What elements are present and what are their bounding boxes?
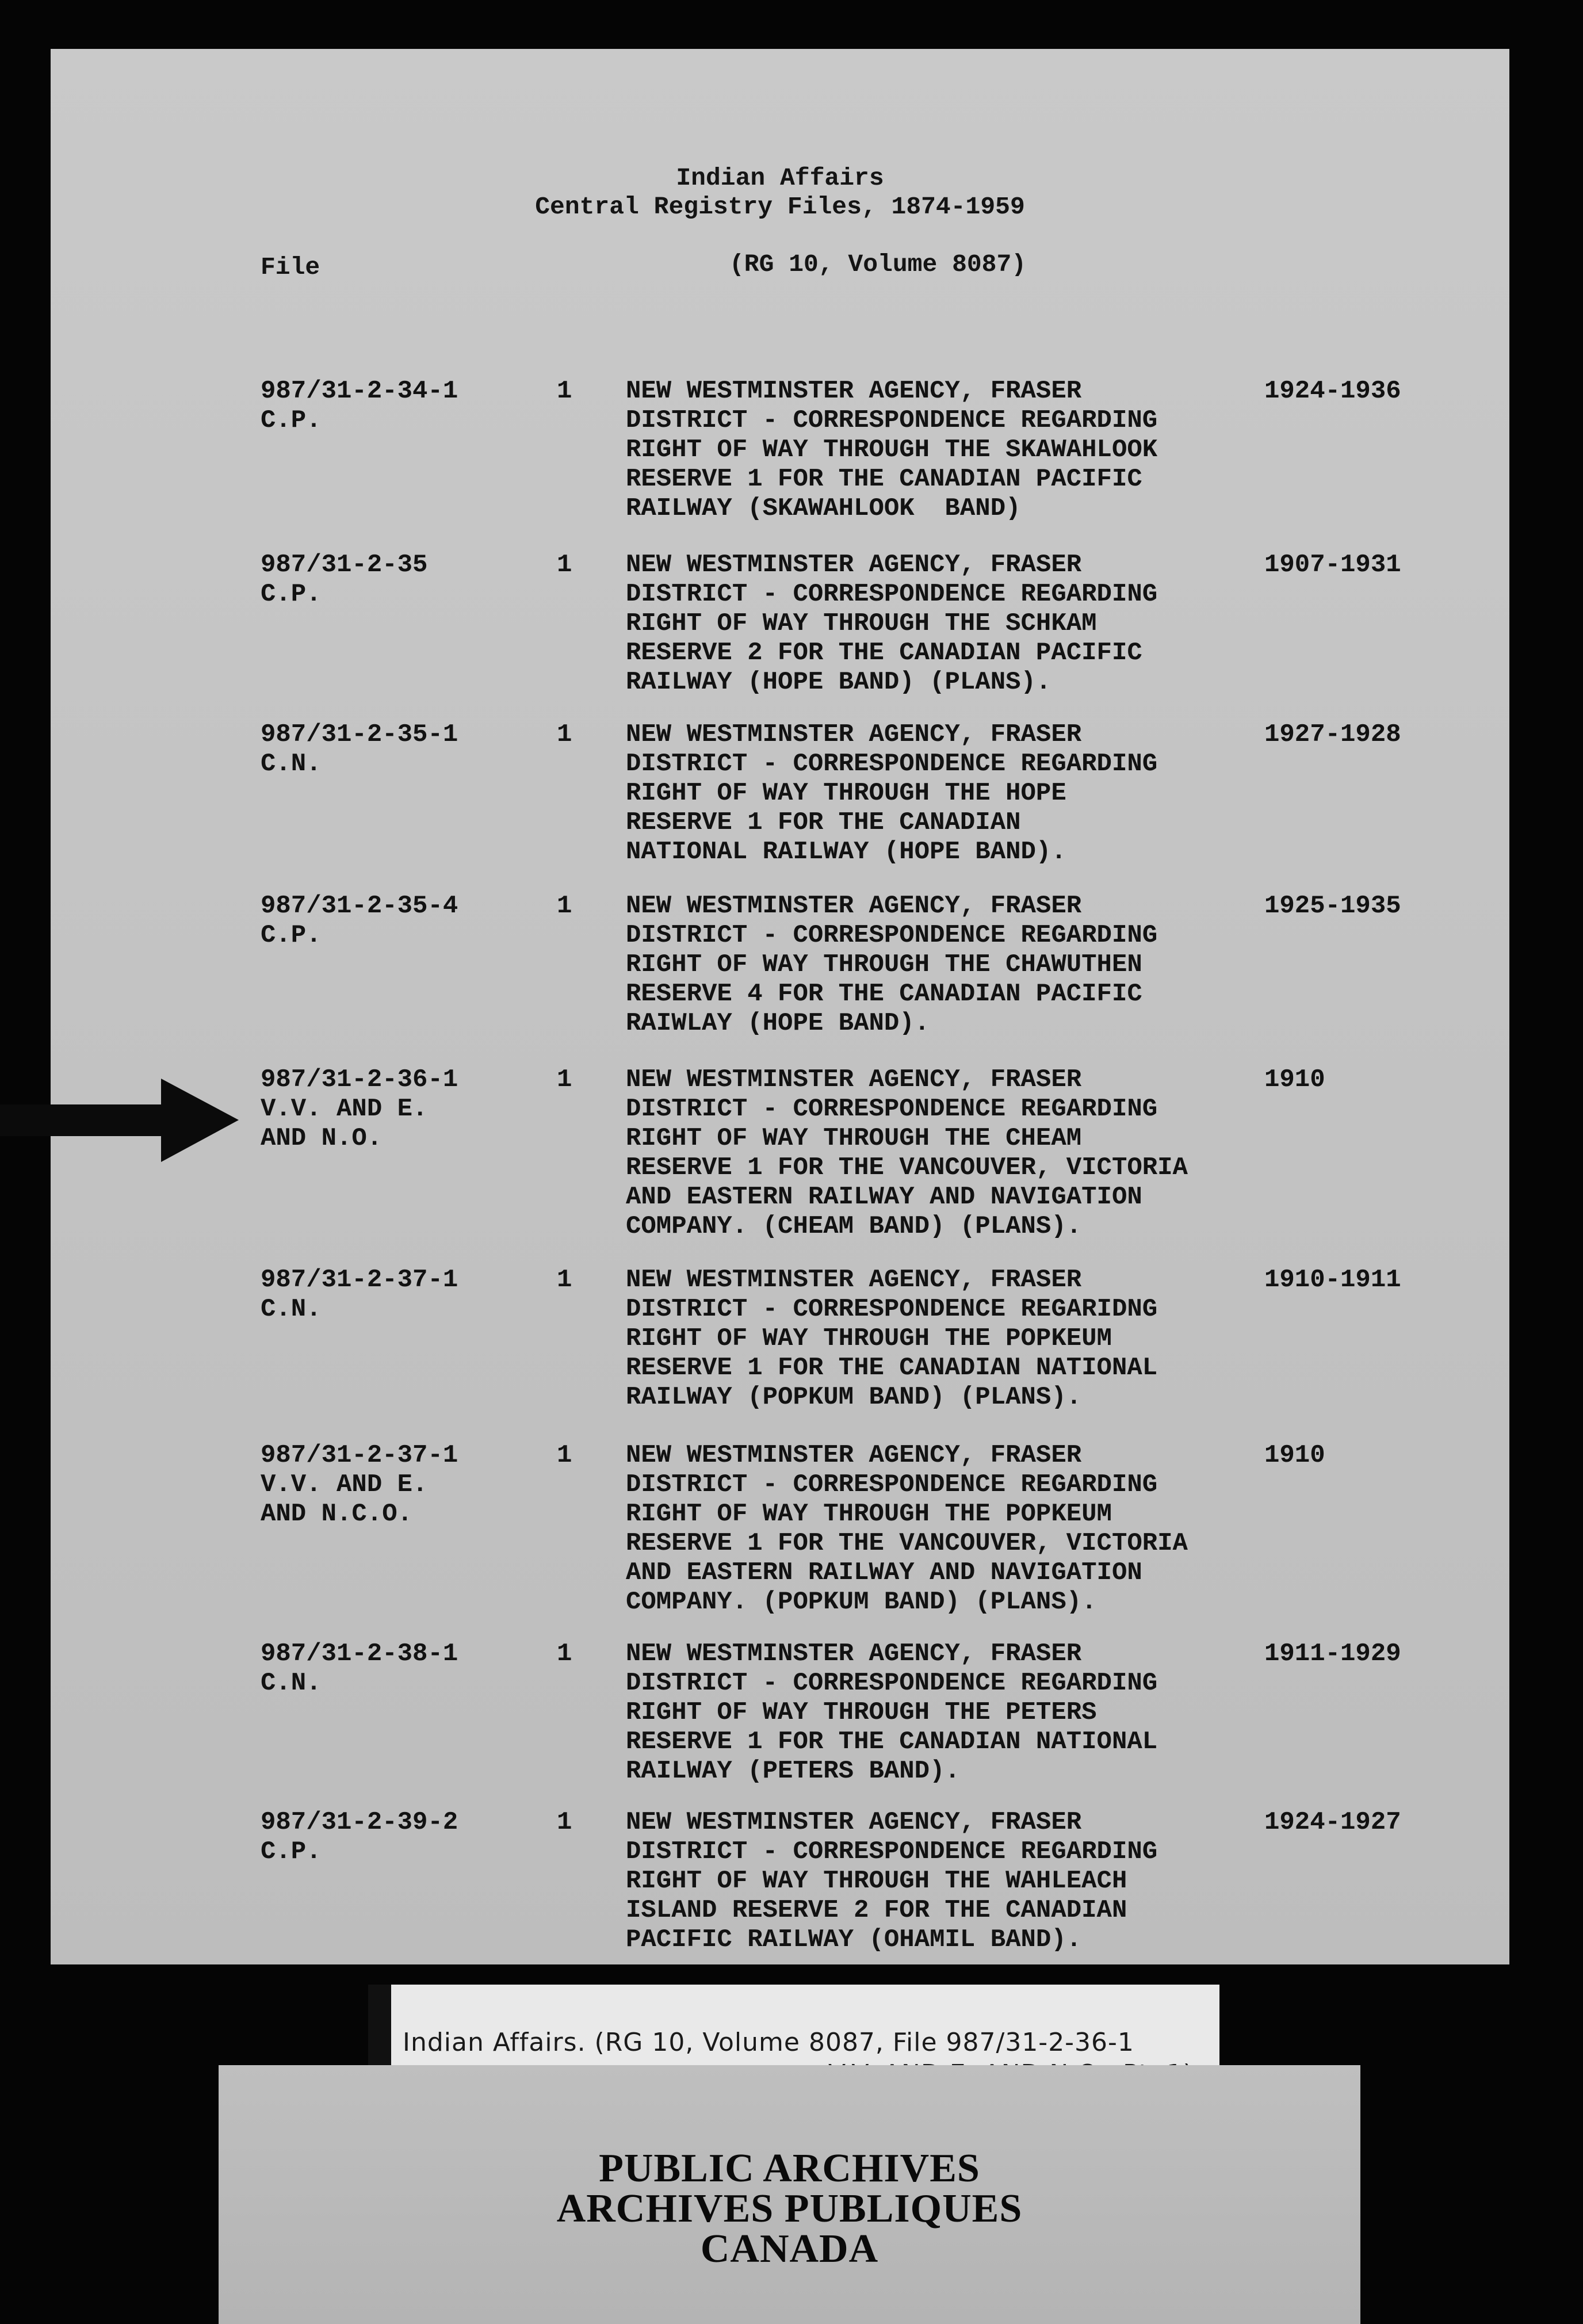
file-description: NEW WESTMINSTER AGENCY, FRASER DISTRICT - CORRESPONDENCE REGARIDNG RIGHT OF WAY THROUGH THE POPKEUM RESERVE 1 FOR THE CANADIAN NATIONAL RAILWAY (POPKUM BAND) (PLANS). xyxy=(626,1266,1158,1412)
date-range: 1910 xyxy=(1264,1065,1325,1094)
volume-count: 1 xyxy=(557,1808,572,1837)
file-description: NEW WESTMINSTER AGENCY, FRASER DISTRICT - CORRESPONDENCE REGARDING RIGHT OF WAY THROUGH THE HOPE RESERVE 1 FOR THE CANADIAN NATIONAL RAILWAY (HOPE BAND). xyxy=(626,720,1158,866)
file-entry xyxy=(51,720,1509,893)
file-entry xyxy=(51,1441,1509,1614)
archives-stamp xyxy=(219,2065,1360,2324)
volume-count: 1 xyxy=(557,1639,572,1668)
file-number: 987/31-2-35 C.P. xyxy=(261,551,428,609)
volume-count: 1 xyxy=(557,1266,572,1294)
volume-reference: (RG 10, Volume 8087) xyxy=(729,250,1027,278)
file-entry xyxy=(51,1266,1509,1438)
stamp-line-2: ARCHIVES PUBLIQUES xyxy=(556,2187,1023,2231)
file-number: 987/31-2-35-1 C.N. xyxy=(261,720,458,778)
file-description: NEW WESTMINSTER AGENCY, FRASER DISTRICT - CORRESPONDENCE REGARDING RIGHT OF WAY THROUGH THE SCHKAM RESERVE 2 FOR THE CANADIAN PACIFIC RAILWAY (HOPE BAND) (PLANS). xyxy=(626,551,1158,697)
date-range: 1927-1928 xyxy=(1264,720,1401,749)
pointer-arrow-icon xyxy=(0,1079,239,1162)
volume-count: 1 xyxy=(557,551,572,579)
file-number: 987/31-2-37-1 C.N. xyxy=(261,1266,458,1324)
volume-count: 1 xyxy=(557,377,572,406)
file-number: 987/31-2-36-1 V.V. AND E. AND N.O. xyxy=(261,1065,458,1153)
doc-subtitle: Central Registry Files, 1874-1959 xyxy=(535,193,1025,221)
volume-count: 1 xyxy=(557,1065,572,1094)
file-description: NEW WESTMINSTER AGENCY, FRASER DISTRICT - CORRESPONDENCE REGARDING RIGHT OF WAY THROUGH THE POPKEUM RESERVE 1 FOR THE VANCOUVER, VICTORIA AND EASTERN RAILWAY AND NAVIGATION COMPANY. (POPKUM BAND) (PLANS). xyxy=(626,1441,1188,1616)
file-entry xyxy=(51,377,1509,549)
file-description: NEW WESTMINSTER AGENCY, FRASER DISTRICT - CORRESPONDENCE REGARDING RIGHT OF WAY THROUGH THE SKAWAHLOOK RESERVE 1 FOR THE CANADIAN PACIFIC RAILWAY (SKAWAHLOOK BAND) xyxy=(626,377,1158,523)
document-page xyxy=(51,49,1509,1964)
doc-title: Indian Affairs xyxy=(676,164,884,192)
volume-count: 1 xyxy=(557,892,572,920)
file-column-heading: File xyxy=(261,253,320,281)
date-range: 1925-1935 xyxy=(1264,892,1401,920)
file-number: 987/31-2-37-1 V.V. AND E. AND N.C.O. xyxy=(261,1441,458,1528)
date-range: 1907-1931 xyxy=(1264,551,1401,579)
stamp-line-3: CANADA xyxy=(700,2227,879,2271)
volume-count: 1 xyxy=(557,720,572,749)
file-description: NEW WESTMINSTER AGENCY, FRASER DISTRICT - CORRESPONDENCE REGARDING RIGHT OF WAY THROUGH THE CHEAM RESERVE 1 FOR THE VANCOUVER, VICTORIA AND EASTERN RAILWAY AND NAVIGATION COMPANY. (CHEAM BAND) (PLANS). xyxy=(626,1065,1188,1241)
date-range: 1910 xyxy=(1264,1441,1325,1470)
date-range: 1910-1911 xyxy=(1264,1266,1401,1294)
file-description: NEW WESTMINSTER AGENCY, FRASER DISTRICT - CORRESPONDENCE REGARDING RIGHT OF WAY THROUGH THE CHAWUTHEN RESERVE 4 FOR THE CANADIAN PACIFIC RAIWLAY (HOPE BAND). xyxy=(626,892,1158,1038)
file-number: 987/31-2-39-2 C.P. xyxy=(261,1808,458,1866)
file-description: NEW WESTMINSTER AGENCY, FRASER DISTRICT - CORRESPONDENCE REGARDING RIGHT OF WAY THROUGH THE PETERS RESERVE 1 FOR THE CANADIAN NATIONAL RAILWAY (PETERS BAND). xyxy=(626,1639,1158,1786)
file-number: 987/31-2-34-1 C.P. xyxy=(261,377,458,435)
file-number: 987/31-2-38-1 C.N. xyxy=(261,1639,458,1698)
volume-count: 1 xyxy=(557,1441,572,1470)
file-number: 987/31-2-35-4 C.P. xyxy=(261,892,458,950)
citation-line-1: Indian Affairs. (RG 10, Volume 8087, File 987/31-2-36-1 xyxy=(403,2028,1134,2057)
file-entry xyxy=(51,551,1509,723)
file-entry xyxy=(51,1808,1509,1964)
file-entry xyxy=(51,1639,1509,1812)
file-entry xyxy=(51,892,1509,1064)
date-range: 1924-1927 xyxy=(1264,1808,1401,1837)
file-entry xyxy=(51,1065,1509,1241)
date-range: 1924-1936 xyxy=(1264,377,1401,406)
stamp-line-1: PUBLIC ARCHIVES xyxy=(599,2146,980,2191)
file-description: NEW WESTMINSTER AGENCY, FRASER DISTRICT - CORRESPONDENCE REGARDING RIGHT OF WAY THROUGH THE WAHLEACH ISLAND RESERVE 2 FOR THE CANADIAN PACIFIC RAILWAY (OHAMIL BAND). xyxy=(626,1808,1158,1954)
date-range: 1911-1929 xyxy=(1264,1639,1401,1668)
